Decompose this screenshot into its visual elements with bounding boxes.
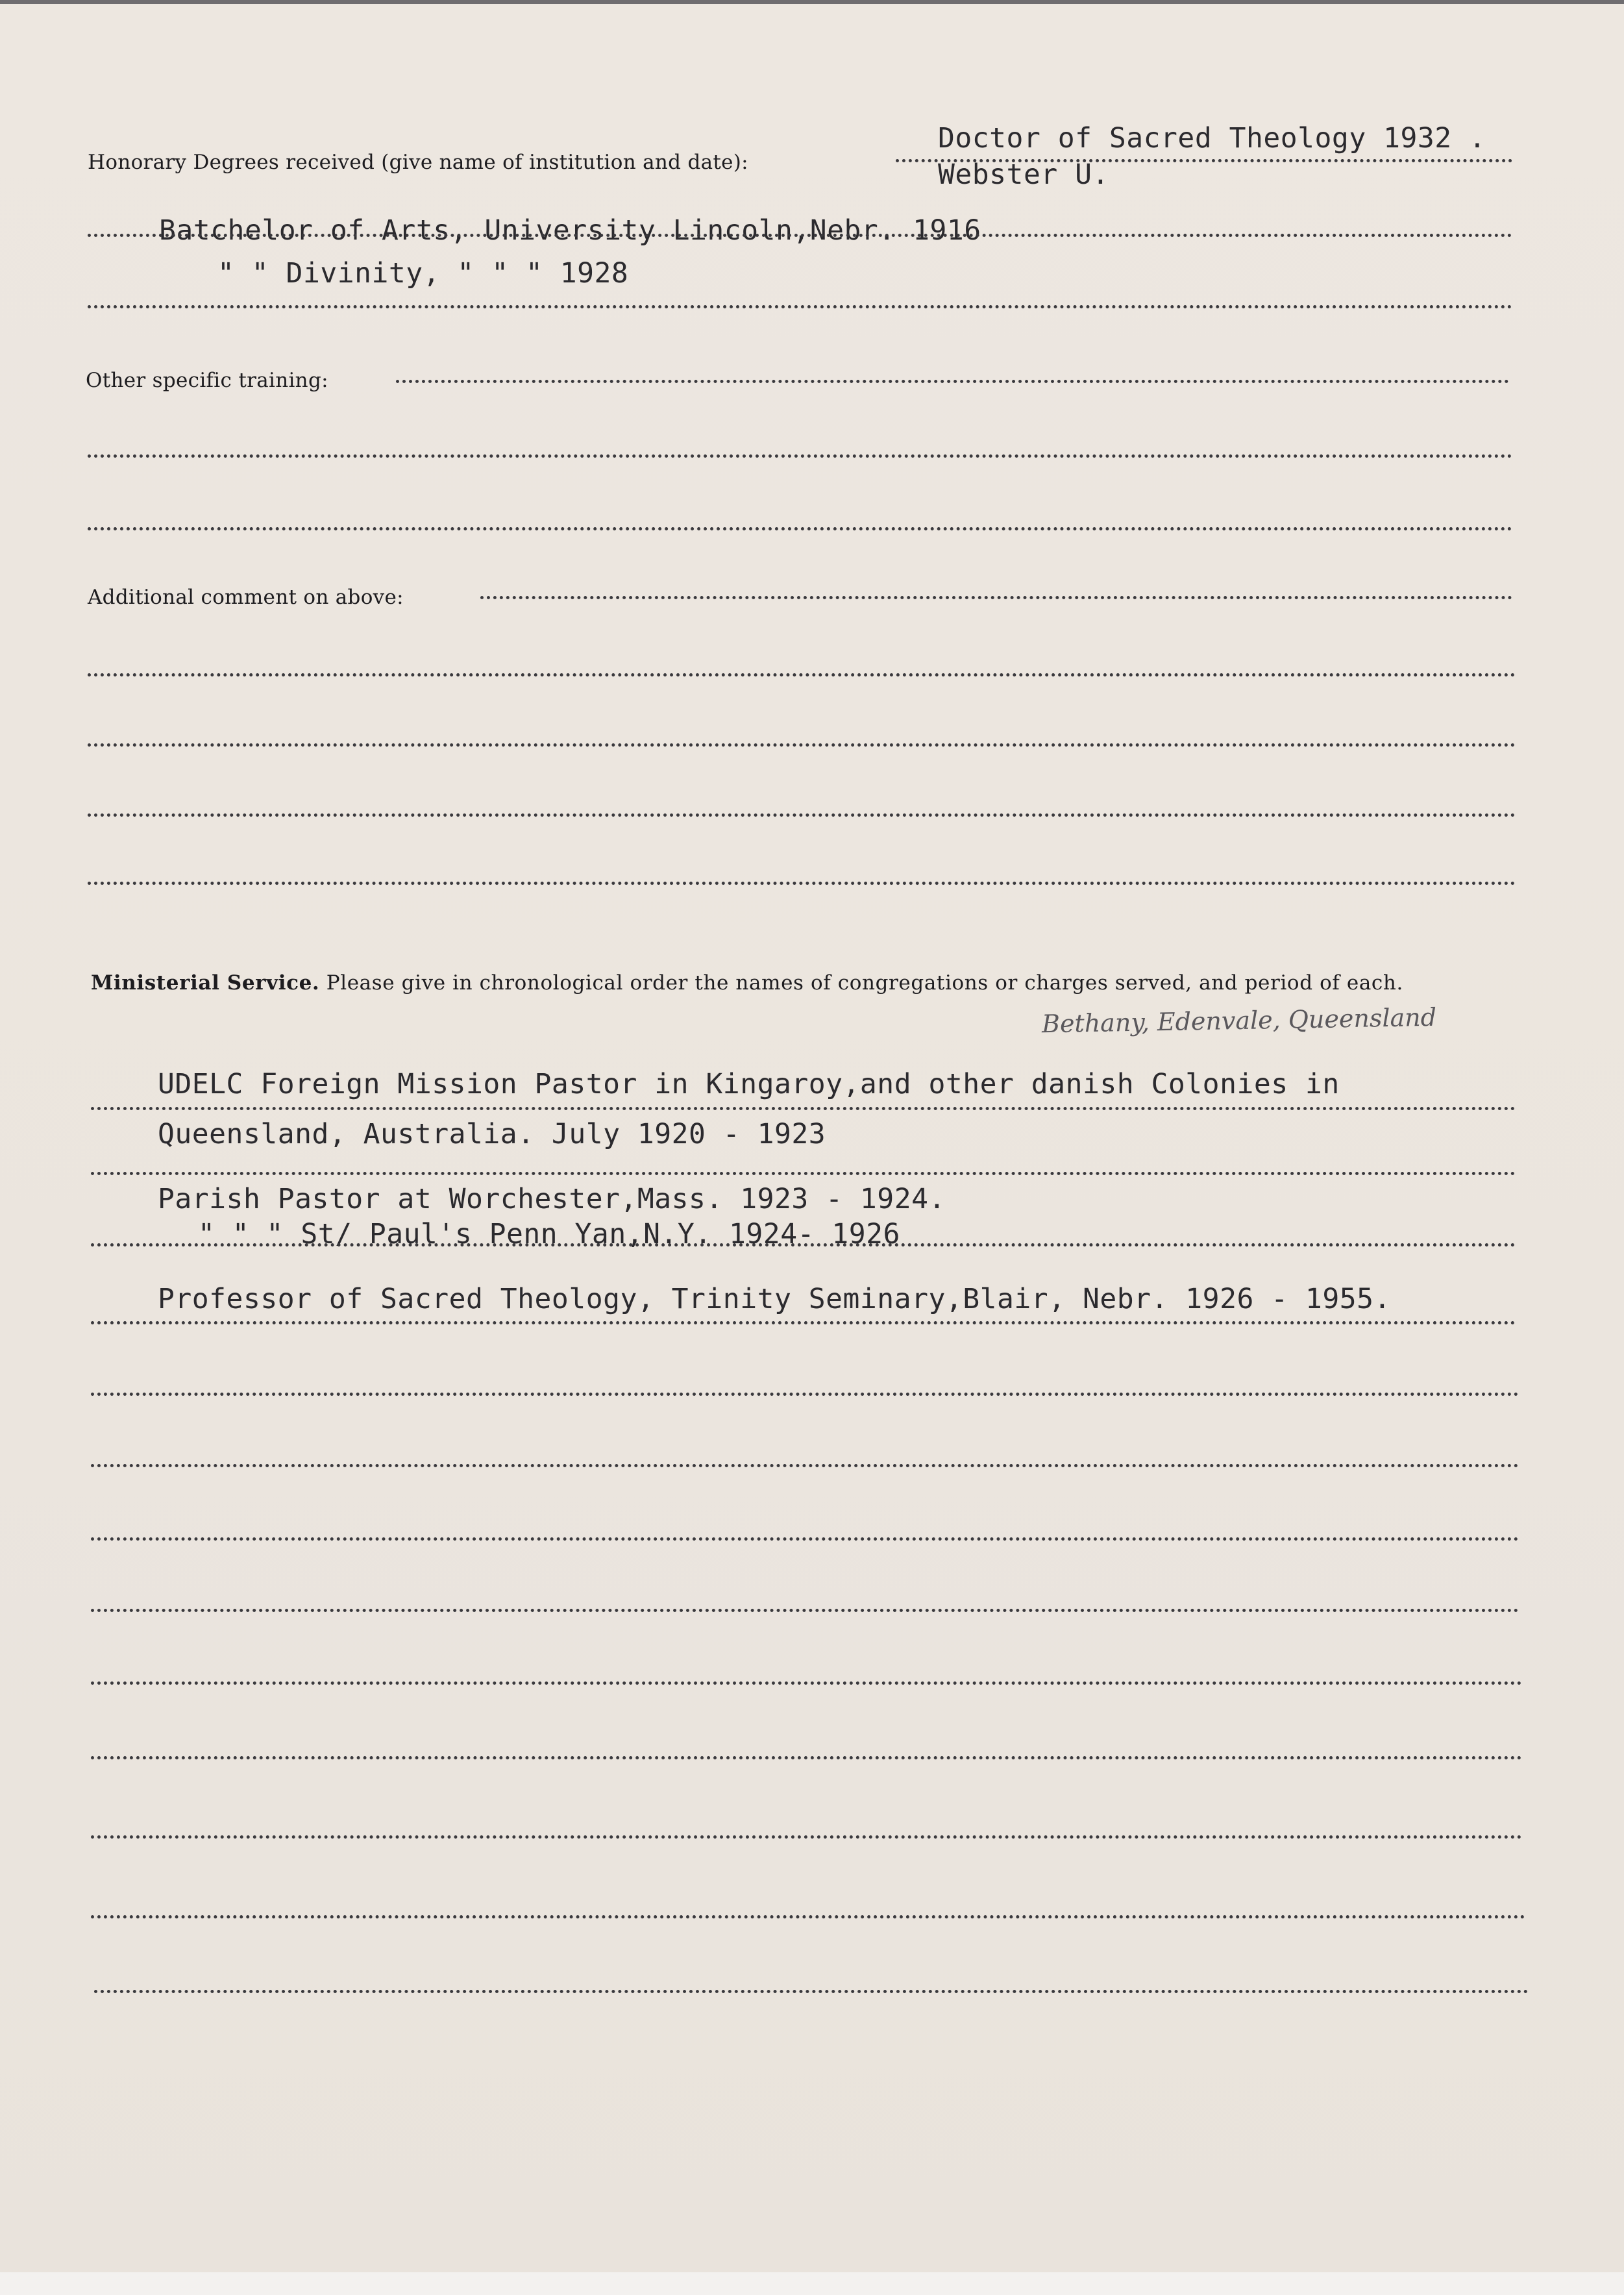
service-entry-3: " " " St/ Paul's Penn Yan,N.Y. 1924- 1926 (198, 1218, 900, 1250)
service-entry-1: UDELC Foreign Mission Pastor in Kingaroy,and other danish Colonies in (158, 1068, 1340, 1100)
comment-line-4 (88, 813, 1516, 817)
service-line-5 (91, 1393, 1519, 1396)
scan-bottom-edge (0, 2272, 1624, 2295)
ministerial-service-instructions: Please give in chronological order the names of congregations or charges served, and period of each. (326, 971, 1403, 995)
honorary-line-2 (88, 234, 1512, 237)
service-line-11 (91, 1835, 1522, 1839)
ministerial-instructions (91, 961, 1519, 1005)
comment-line-5 (88, 882, 1516, 885)
honorary-degrees-label: Honorary Degrees received (give name of institution and date): (88, 151, 748, 174)
honorary-degree-1: Doctor of Sacred Theology 1932 . (938, 122, 1486, 155)
service-line-9 (91, 1681, 1522, 1685)
service-line-3 (91, 1243, 1516, 1247)
honorary-degree-1-institution: Webster U. (938, 158, 1109, 191)
honorary-line-3 (88, 305, 1512, 308)
ministerial-service-title: Ministerial Service. (91, 971, 320, 995)
other-training-line-3 (88, 527, 1512, 530)
other-training-line-2 (88, 454, 1512, 458)
service-line-12 (91, 1915, 1525, 1918)
comment-line-2 (88, 673, 1516, 676)
comment-line-1 (480, 596, 1512, 599)
service-entry-2: Parish Pastor at Worchester,Mass. 1923 - 1924. (158, 1183, 946, 1215)
honorary-degree-2: Batchelor of Arts, University Lincoln,Nebr. 1916 (159, 214, 981, 247)
service-line-8 (91, 1609, 1519, 1612)
service-line-2 (91, 1172, 1516, 1175)
service-line-13 (94, 1990, 1529, 1993)
other-training-line-1 (396, 380, 1509, 383)
service-entry-1-cont: Queensland, Australia. July 1920 - 1923 (158, 1118, 826, 1150)
service-line-7 (91, 1537, 1519, 1541)
additional-comment-label: Additional comment on above: (88, 586, 404, 609)
comment-line-3 (88, 743, 1516, 747)
service-line-1 (91, 1107, 1516, 1110)
service-line-10 (91, 1756, 1522, 1759)
service-entry-4: Professor of Sacred Theology, Trinity Seminary,Blair, Nebr. 1926 - 1955. (158, 1283, 1391, 1315)
service-line-6 (91, 1464, 1519, 1467)
honorary-degree-3: " " Divinity, " " " 1928 (217, 257, 629, 290)
service-line-4 (91, 1321, 1516, 1324)
scan-top-edge (0, 0, 1624, 4)
handwritten-note: Bethany, Edenvale, Queensland (1041, 1002, 1437, 1039)
other-training-label: Other specific training: (86, 369, 328, 392)
